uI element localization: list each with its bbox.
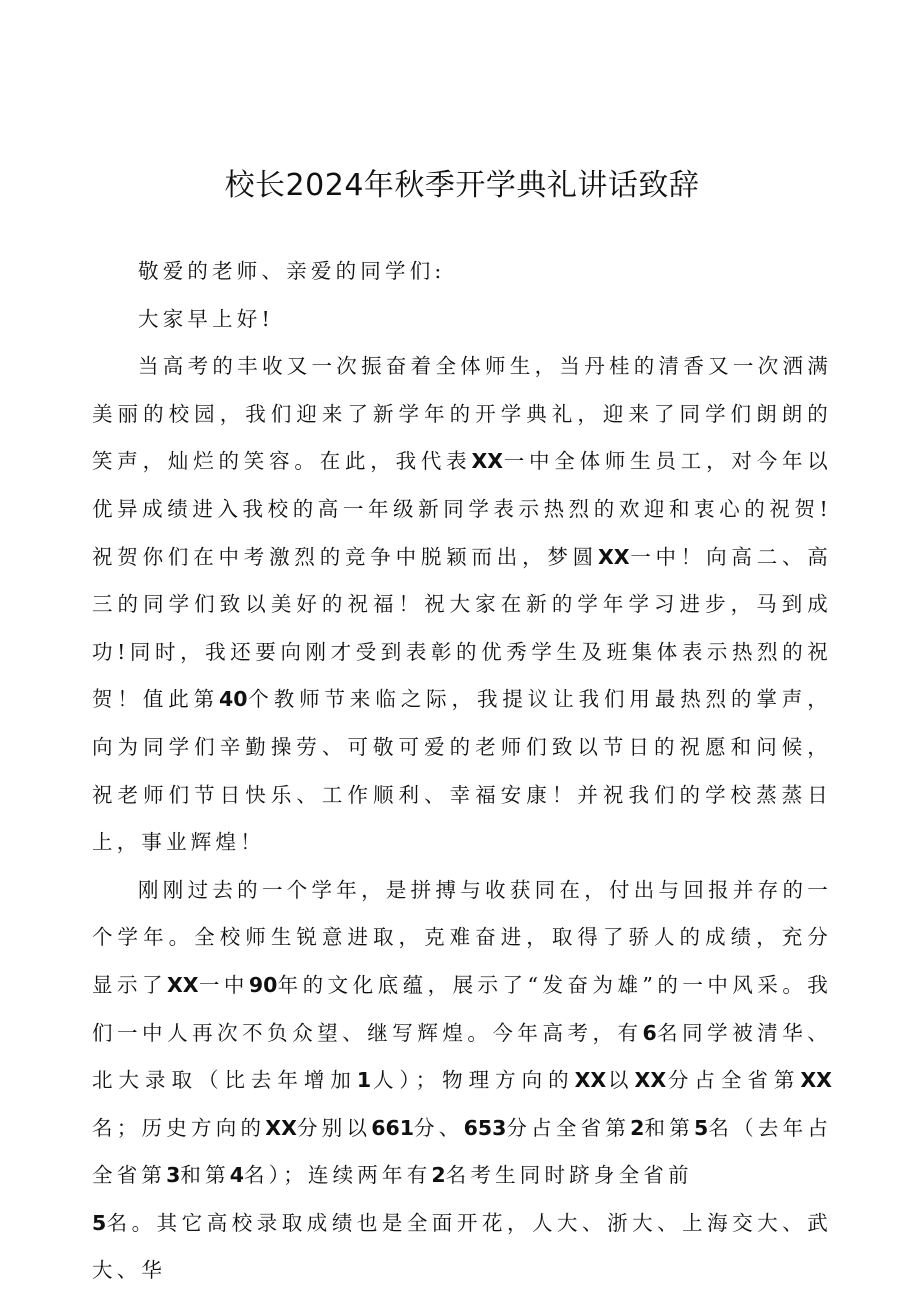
text-run-bold: XX <box>265 1115 297 1140</box>
text-run-bold: XX <box>634 1068 667 1093</box>
text-run: 和第 <box>180 1163 230 1188</box>
text-run: 刚刚过去的一个学年，是拼搏与收获同在，付出与回报并存的一个学年。全校师生锐意进取，克难奋进，取得了骄人的成绩，充分显示了 <box>92 877 832 997</box>
text-run-bold: XX <box>597 544 630 569</box>
text-run: 名。其它高校录取成绩也是全面开花，人大、浙大、上海交大、武大、华 <box>92 1210 832 1283</box>
text-run: 年的文化底蕴，展示了“发奋为雄”的一中风采。我们一中人再次不负众望、继写辉煌。今年高考，有 <box>92 972 833 1045</box>
text-run: 个教师节来临之际，我提议让我们用最热烈的掌声，向为同学们辛勤操劳、可敬可爱的老师们致以节日的祝愿和问候，祝老师们节日快乐、工作顺利、幸福安康！并祝我们的学校蒸蒸日上，事业辉煌！ <box>92 687 832 855</box>
text-run: 名考生同时跻身全省前 <box>445 1163 693 1188</box>
document-title: 校长2024年秋季开学典礼讲话致辞 <box>224 168 700 203</box>
text-run-bold: XX <box>800 1068 832 1093</box>
paragraph-achievements <box>92 867 832 1200</box>
text-run: 分、 <box>414 1115 464 1140</box>
text-run: 名）；连续两年有 <box>244 1163 432 1188</box>
text-run-bold: 2 <box>630 1115 645 1140</box>
text-run-bold: XX <box>574 1068 607 1093</box>
text-run: 名；历史方向的 <box>92 1115 266 1140</box>
text-run-bold: XX <box>471 449 504 474</box>
greeting: 大家早上好! <box>138 306 274 331</box>
text-run-bold: 6 <box>642 1020 657 1045</box>
text-run: 人）；物理方向的 <box>371 1068 575 1093</box>
text-run: 一中 <box>198 972 249 997</box>
text-run-bold: 5 <box>92 1210 107 1235</box>
text-run: 和第 <box>644 1115 694 1140</box>
text-run: 一中！向高二、高三的同学们致以美好的祝福！祝大家在新的学年学习进步，马到成功!同时，我还要向刚才受到表彰的优秀学生及班集体表示热烈的祝贺！值此第 <box>92 544 832 712</box>
text-run: 一中全体师生员工，对今年以优异成绩进入我校的高一年级新同学表示热烈的欢迎和衷心的祝贺!祝贺你们在中考激烈的竞争中脱颖而出，梦圆 <box>92 449 832 569</box>
text-run-bold: 3 <box>166 1163 181 1188</box>
text-run: 名同学被清华、北大录取（比去年增加 <box>92 1020 832 1093</box>
text-run-bold: 5 <box>694 1115 709 1140</box>
text-run-bold: 40 <box>219 687 248 712</box>
document-body <box>92 248 832 1295</box>
text-run: 分别以 <box>296 1115 372 1140</box>
salutation: 敬爱的老师、亲爱的同学们: <box>138 259 446 283</box>
text-run: 名（去年占全省第 <box>92 1115 833 1188</box>
text-run-bold: 90 <box>248 972 278 997</box>
text-run: 以 <box>606 1068 635 1093</box>
text-run: 当高考的丰收又一次振奋着全体师生，当丹桂的清香又一次洒满美丽的校园，我们迎来了新学年的开学典礼，迎来了同学们朗朗的笑声，灿烂的笑容。在此，我代表 <box>92 354 832 474</box>
paragraph-welcome <box>92 343 832 867</box>
text-run-bold: 1 <box>356 1068 372 1093</box>
text-run: 分占全省第 <box>666 1068 801 1093</box>
paragraph-continuation <box>92 1200 832 1295</box>
text-run-bold: 2 <box>431 1163 446 1188</box>
text-run-bold: 4 <box>229 1163 245 1188</box>
text-run-bold: 653 <box>463 1115 507 1140</box>
text-run-bold: 661 <box>371 1115 414 1140</box>
text-run: 分占全省第 <box>506 1115 631 1140</box>
text-run-bold: XX <box>166 972 199 997</box>
